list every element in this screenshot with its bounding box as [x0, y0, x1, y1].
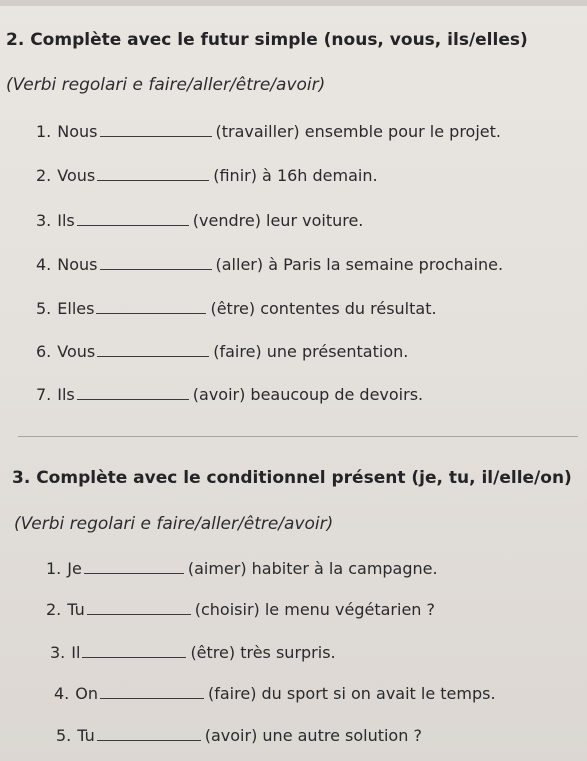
- item-subject: Tu: [67, 600, 85, 619]
- item-prompt: (avoir) beaucoup de devoirs.: [192, 385, 424, 404]
- item-prompt: (aller) à Paris la semaine prochaine.: [215, 255, 504, 274]
- section-3-heading: 3. Complète avec le conditionnel présent (je, tu, il/elle/on): [12, 468, 572, 488]
- item-subject: Nous: [57, 255, 98, 274]
- item-number: 1.: [36, 122, 52, 141]
- answer-blank[interactable]: [100, 135, 212, 137]
- item-prompt: (faire) du sport si on avait le temps.: [208, 684, 496, 703]
- exercise-item: [50, 643, 336, 662]
- exercise-item: [46, 600, 435, 619]
- item-number: 5.: [36, 299, 52, 318]
- exercise-item: [36, 299, 437, 318]
- exercise-item: [36, 166, 378, 185]
- item-prompt: (finir) à 16h demain.: [213, 166, 378, 185]
- item-subject: Nous: [57, 122, 98, 141]
- answer-blank[interactable]: [82, 656, 186, 658]
- item-prompt: (aimer) habiter à la campagne.: [187, 559, 438, 578]
- item-number: 2.: [36, 166, 52, 185]
- item-subject: Ils: [57, 385, 75, 404]
- item-number: 6.: [36, 342, 52, 361]
- exercise-item: [36, 255, 503, 274]
- item-subject: Il: [71, 643, 81, 662]
- item-number: 2.: [46, 600, 62, 619]
- item-prompt: (choisir) le menu végétarien ?: [194, 600, 435, 619]
- item-subject: Tu: [77, 726, 95, 745]
- item-subject: Ils: [57, 211, 75, 230]
- item-prompt: (travailler) ensemble pour le projet.: [215, 122, 501, 141]
- item-prompt: (être) contentes du résultat.: [210, 299, 437, 318]
- answer-blank[interactable]: [100, 268, 212, 270]
- answer-blank[interactable]: [97, 739, 201, 741]
- section-3-subheading: (Verbi regolari e faire/aller/être/avoir): [14, 514, 334, 534]
- item-prompt: (vendre) leur voiture.: [192, 211, 364, 230]
- item-number: 4.: [54, 684, 70, 703]
- answer-blank[interactable]: [77, 398, 189, 400]
- item-subject: Elles: [57, 299, 95, 318]
- exercise-item: [36, 385, 423, 404]
- answer-blank[interactable]: [96, 312, 206, 314]
- exercise-item: [56, 726, 422, 745]
- exercise-item: [36, 211, 363, 230]
- item-subject: Vous: [57, 342, 96, 361]
- exercise-item: [54, 684, 496, 703]
- section-divider: [18, 436, 578, 437]
- item-number: 5.: [56, 726, 72, 745]
- answer-blank[interactable]: [77, 224, 189, 226]
- item-prompt: (avoir) une autre solution ?: [204, 726, 422, 745]
- item-number: 4.: [36, 255, 52, 274]
- answer-blank[interactable]: [87, 613, 191, 615]
- section-2-heading: 2. Complète avec le futur simple (nous, vous, ils/elles): [6, 30, 528, 50]
- answer-blank[interactable]: [97, 179, 209, 181]
- section-2-subheading: (Verbi regolari e faire/aller/être/avoir): [6, 75, 326, 95]
- item-number: 3.: [36, 211, 52, 230]
- page-top-edge: [0, 0, 587, 6]
- item-prompt: (faire) une présentation.: [213, 342, 409, 361]
- item-number: 3.: [50, 643, 66, 662]
- item-subject: On: [75, 684, 98, 703]
- item-subject: Je: [67, 559, 82, 578]
- answer-blank[interactable]: [97, 355, 209, 357]
- item-number: 7.: [36, 385, 52, 404]
- answer-blank[interactable]: [84, 572, 184, 574]
- exercise-item: [36, 342, 408, 361]
- answer-blank[interactable]: [100, 697, 204, 699]
- exercise-item: [36, 122, 501, 141]
- exercise-item: [46, 559, 438, 578]
- item-subject: Vous: [57, 166, 96, 185]
- item-number: 1.: [46, 559, 62, 578]
- item-prompt: (être) très surpris.: [190, 643, 336, 662]
